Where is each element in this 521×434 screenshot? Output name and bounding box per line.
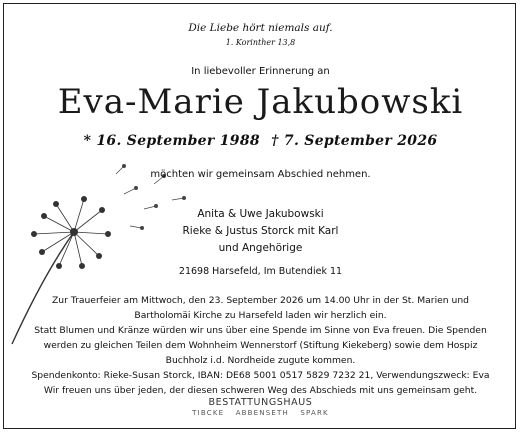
- thanks-line: Wir freuen uns über jeden, der diesen schweren Weg des Abschieds mit uns gemeinsam geht.: [43, 385, 478, 396]
- logo-title: BESTATTUNGSHAUS: [208, 397, 313, 408]
- family-line-1: Anita & Uwe Jakubowski: [197, 208, 324, 220]
- logo-name-3: SPARK: [300, 409, 329, 417]
- family-line-3: und Angehörige: [218, 242, 303, 254]
- birth-date: * 16. September 1988: [83, 133, 260, 149]
- logo-name-2: ABBENSETH: [235, 409, 289, 417]
- family-address: 21698 Harsefeld, Im Butendiek 11: [178, 266, 343, 277]
- death-date: † 7. September 2026: [271, 133, 438, 149]
- service-line-1: Zur Trauerfeier am Mittwoch, den 23. September 2026 um 14.00 Uhr in der St. Marien und: [52, 295, 469, 306]
- life-dates: [4, 133, 516, 149]
- logo-name-1: TIBCKE: [192, 409, 225, 417]
- quote-reference: 1. Korinther 13,8: [225, 38, 296, 47]
- obituary-card: [3, 3, 516, 429]
- farewell-text: möchten wir gemeinsam Abschied nehmen.: [150, 169, 371, 180]
- service-details: [14, 293, 507, 398]
- donation-line-1: Statt Blumen und Kränze würden wir uns über eine Spende im Sinne von Eva freuen. Die Spenden: [34, 325, 487, 336]
- donation-account: Spendenkonto: Rieke-Susan Storck, IBAN: DE68 5001 0517 5829 7232 21, Verwendungszweck: Eva: [31, 370, 490, 381]
- family-line-2: Rieke & Justus Storck mit Karl: [182, 225, 339, 237]
- donation-line-2: werden zu gleichen Teilen dem Wohnheim Wennerstorf (Stiftung Kiekeberg) sowie dem Hospiz: [43, 340, 478, 351]
- quote-text: Die Liebe hört niemals auf.: [188, 22, 333, 34]
- funeral-home-logo: [4, 397, 516, 417]
- deceased-name: Eva-Marie Jakubowski: [57, 82, 464, 122]
- family-block: [4, 206, 516, 257]
- intro-text: In liebevoller Erinnerung an: [191, 66, 330, 77]
- donation-line-3: Buchholz i.d. Nordheide zugute kommen.: [165, 355, 356, 366]
- logo-names: [4, 409, 516, 417]
- service-line-2: Bartholomäi Kirche zu Harsefeld laden wir herzlich ein.: [134, 310, 387, 321]
